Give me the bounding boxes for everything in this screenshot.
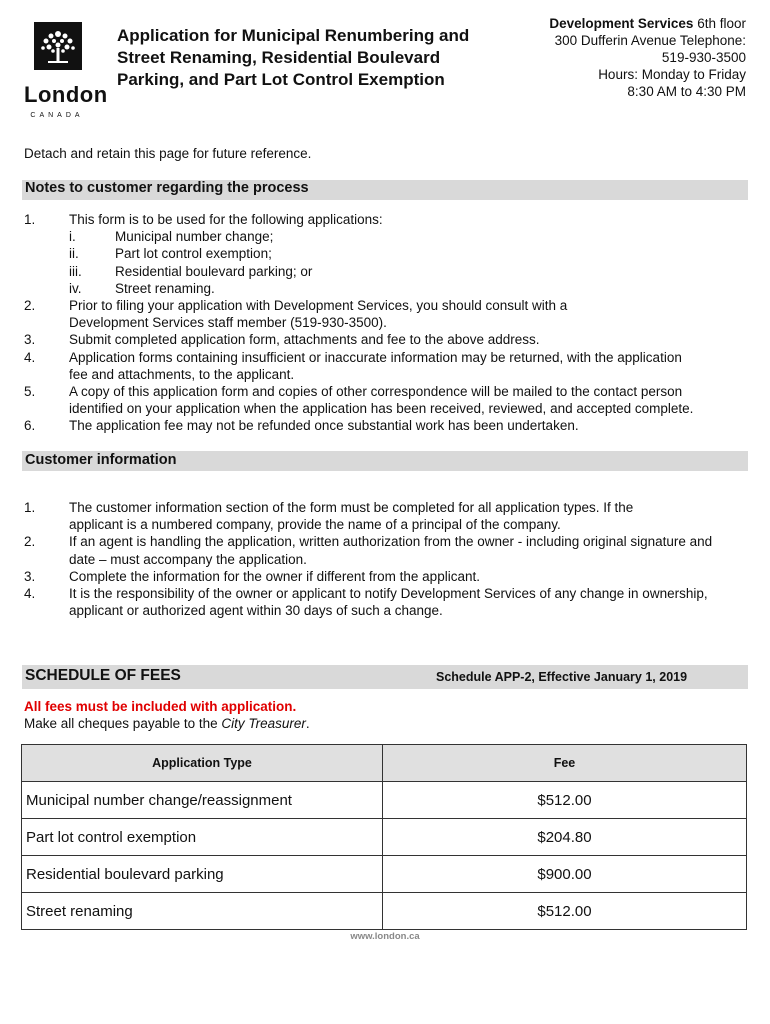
table-row xyxy=(22,856,747,893)
list-item: 1. The customer information section of the form must be completed for all application types. If the applicant is a numbered company, provide the name of a principal of the company. xyxy=(24,500,634,533)
list-item: 4. Application forms containing insufficient or inaccurate information may be returned, with the application fee and attachments, to the applicant. xyxy=(24,349,682,382)
detach-note: Detach and retain this page for future reference. xyxy=(24,146,312,161)
customer-section-title: Customer information xyxy=(25,452,177,468)
list-item: 6. The application fee may not be refunded once substantial work has been undertaken. xyxy=(24,418,579,434)
logo-country: CANADA xyxy=(30,112,84,119)
contact-block xyxy=(506,15,746,100)
logo-wordmark: London xyxy=(24,82,108,107)
fees-schedule-note: Schedule APP-2, Effective January 1, 2019 xyxy=(436,670,688,684)
application-type: Residential boulevard parking xyxy=(22,856,383,893)
sub-list-item: iii. Residential boulevard parking; or xyxy=(69,263,313,279)
times-line: 8:30 AM to 4:30 PM xyxy=(627,84,746,99)
title-line: Street Renaming, Residential Boulevard xyxy=(117,48,441,67)
address-line: 300 Dufferin Avenue Telephone: xyxy=(554,33,746,48)
notes-section-title: Notes to customer regarding the process xyxy=(25,180,309,196)
list-item: 1. This form is to be used for the following applications: xyxy=(24,212,383,227)
column-header-type: Application Type xyxy=(22,745,383,782)
city-logo xyxy=(24,20,108,120)
table-row xyxy=(22,893,747,930)
tree-icon xyxy=(34,22,82,70)
list-item: 3. Submit completed application form, attachments and fee to the above address. xyxy=(24,332,540,348)
list-item: 2. Prior to filing your application with Development Services, you should consult with a Development Services staff member (519-930-3500). xyxy=(24,298,568,331)
sub-list-item: ii. Part lot control exemption; xyxy=(69,246,272,262)
title-line: Parking, and Part Lot Control Exemption xyxy=(117,70,445,89)
application-fee: $204.80 xyxy=(383,819,747,856)
application-fee: $512.00 xyxy=(383,782,747,819)
table-header-row xyxy=(22,745,747,782)
phone-number: 519-930-3500 xyxy=(661,50,746,65)
footer-url[interactable]: www.london.ca xyxy=(350,931,420,942)
table-row xyxy=(22,782,747,819)
document-title xyxy=(117,25,507,91)
fees-warning: All fees must be included with application. xyxy=(24,699,297,714)
fees-section-title: SCHEDULE OF FEES xyxy=(25,667,181,684)
sub-list-item: i. Municipal number change; xyxy=(69,229,274,245)
application-fee: $512.00 xyxy=(383,893,747,930)
hours-line: Hours: Monday to Friday xyxy=(598,67,746,82)
department-name: Development Services xyxy=(549,16,694,31)
list-item: 4. It is the responsibility of the owner or applicant to notify Development Services of any change in ownership, applicant or authorized agent within 30 days of such a change. xyxy=(24,586,708,619)
customer-list xyxy=(24,499,734,619)
sub-list-item: iv. Street renaming. xyxy=(69,280,215,296)
department-floor: 6th floor xyxy=(697,16,746,31)
payee-name: City Treasurer xyxy=(221,716,306,731)
application-type: Part lot control exemption xyxy=(22,819,383,856)
title-line: Application for Municipal Renumbering and xyxy=(117,26,470,45)
notes-list xyxy=(24,211,734,435)
application-type: Street renaming xyxy=(22,893,383,930)
payable-note: Make all cheques payable to the City Treasurer. xyxy=(24,716,310,731)
list-item: 3. Complete the information for the owner if different from the applicant. xyxy=(24,568,480,584)
list-item: 5. A copy of this application form and copies of other correspondence will be mailed to the contact person identified on your application when the application has been received, reviewed, and accepted complete. xyxy=(24,384,694,417)
column-header-fee: Fee xyxy=(383,745,747,782)
list-item: 2. If an agent is handling the application, written authorization from the owner - including original signature and date – must accompany the application. xyxy=(24,534,713,567)
application-fee: $900.00 xyxy=(383,856,747,893)
application-type: Municipal number change/reassignment xyxy=(22,782,383,819)
table-row xyxy=(22,819,747,856)
fees-table xyxy=(21,744,747,930)
